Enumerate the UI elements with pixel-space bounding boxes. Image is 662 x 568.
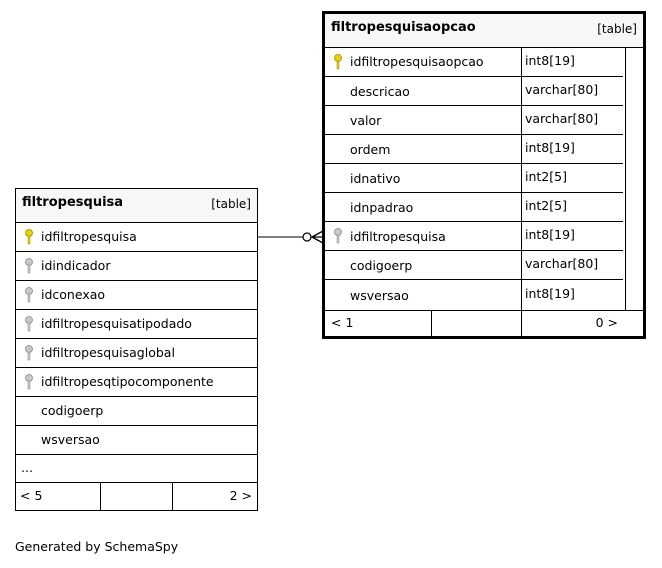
table-footer xyxy=(325,311,643,336)
column-row[interactable] xyxy=(325,193,623,222)
footer-divider xyxy=(100,483,101,510)
column-name: idfiltropesquisa xyxy=(350,229,446,244)
column-row[interactable] xyxy=(16,281,257,310)
table-header xyxy=(16,189,257,223)
column-row[interactable] xyxy=(325,135,623,164)
column-row[interactable] xyxy=(16,252,257,281)
primary-key-icon xyxy=(333,54,343,70)
generated-by-credit: Generated by SchemaSpy xyxy=(15,539,179,554)
column-type: int8[19] xyxy=(525,286,575,301)
column-name: idnpadrao xyxy=(350,200,414,215)
column-row[interactable] xyxy=(325,47,623,77)
column-name: valor xyxy=(350,113,382,128)
column-name: ordem xyxy=(350,142,391,157)
child-count[interactable]: 2 > xyxy=(229,488,252,503)
column-type: int2[5] xyxy=(525,198,567,213)
table-footer xyxy=(16,483,257,510)
foreign-key-icon xyxy=(333,228,343,244)
column-type: int2[5] xyxy=(525,169,567,184)
child-count[interactable]: 0 > xyxy=(595,315,618,330)
primary-key-icon xyxy=(24,229,34,245)
parent-count[interactable]: < 5 xyxy=(20,488,43,503)
column-type: int8[19] xyxy=(525,140,575,155)
table-name: filtropesquisa xyxy=(22,195,124,210)
column-type: int8[19] xyxy=(525,227,575,242)
column-name: codigoerp xyxy=(41,403,104,418)
column-type: varchar[80] xyxy=(525,82,599,97)
column-row[interactable] xyxy=(16,310,257,339)
column-row[interactable] xyxy=(16,222,257,252)
column-row[interactable] xyxy=(16,426,257,455)
column-row[interactable] xyxy=(325,77,623,106)
table-name: filtropesquisaopcao xyxy=(331,20,476,35)
column-row[interactable] xyxy=(16,397,257,426)
table-kind: [table] xyxy=(597,22,637,36)
footer-divider xyxy=(431,311,432,336)
table-kind: [table] xyxy=(211,197,251,211)
foreign-key-icon xyxy=(24,258,34,274)
column-type: int8[19] xyxy=(525,53,575,68)
column-row[interactable] xyxy=(325,106,623,135)
column-name: idfiltropesquisaopcao xyxy=(350,54,484,69)
column-name: idindicador xyxy=(41,258,111,273)
zero-cardinality-circle xyxy=(303,233,311,241)
table-filtropesquisa[interactable] xyxy=(15,188,258,511)
column-name: descricao xyxy=(350,84,410,99)
more-columns-ellipsis: ... xyxy=(21,460,33,475)
column-name: idfiltropesqtipocomponente xyxy=(41,374,214,389)
foreign-key-icon xyxy=(24,374,34,390)
parent-count[interactable]: < 1 xyxy=(331,315,354,330)
column-name: wsversao xyxy=(41,432,100,447)
footer-divider xyxy=(172,483,173,510)
column-name: idconexao xyxy=(41,287,106,302)
table-header xyxy=(325,14,643,48)
column-row[interactable] xyxy=(325,280,623,311)
table-filtropesquisaopcao[interactable] xyxy=(322,11,646,339)
right-gutter-divider xyxy=(625,47,626,311)
column-type: varchar[80] xyxy=(525,256,599,271)
column-row[interactable] xyxy=(325,164,623,193)
column-name: idfiltropesquisa xyxy=(41,229,137,244)
foreign-key-icon xyxy=(24,345,34,361)
column-name: wsversao xyxy=(350,288,409,303)
column-name: codigoerp xyxy=(350,258,413,273)
column-type: varchar[80] xyxy=(525,111,599,126)
column-name: idfiltropesquisaglobal xyxy=(41,345,175,360)
foreign-key-icon xyxy=(24,287,34,303)
footer-divider xyxy=(521,311,522,336)
more-columns-row[interactable] xyxy=(16,455,257,483)
foreign-key-icon xyxy=(24,316,34,332)
column-row[interactable] xyxy=(325,222,623,251)
column-row[interactable] xyxy=(325,251,623,280)
column-row[interactable] xyxy=(16,368,257,397)
column-name: idnativo xyxy=(350,171,401,186)
column-row[interactable] xyxy=(16,339,257,368)
column-name: idfiltropesquisatipodado xyxy=(41,316,192,331)
